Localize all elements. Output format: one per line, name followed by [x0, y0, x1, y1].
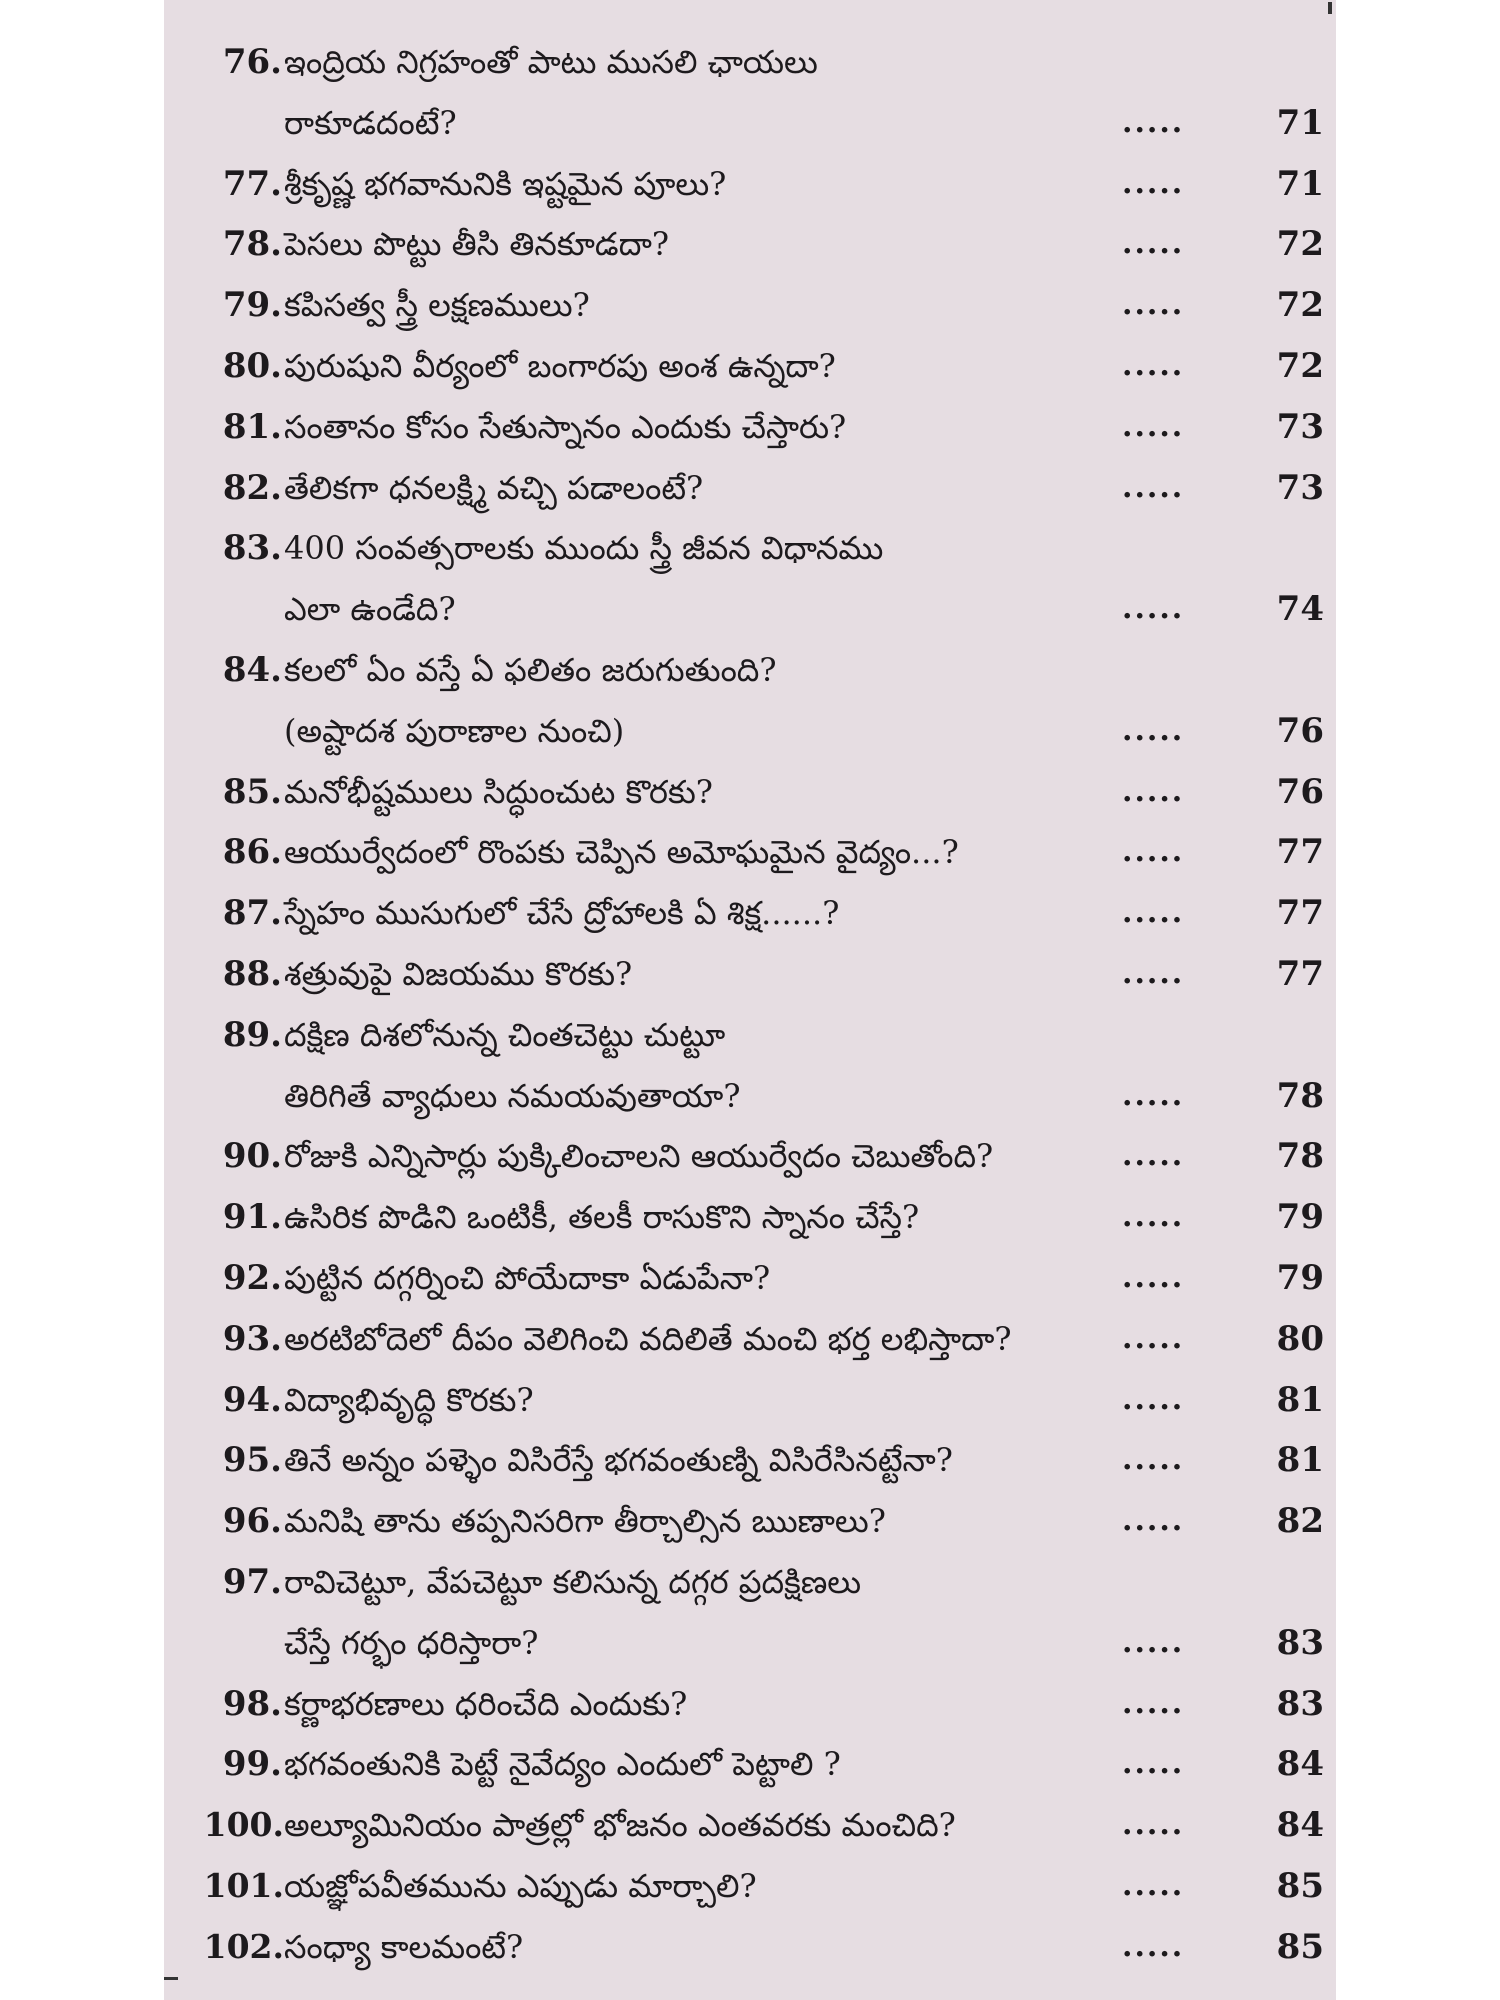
entry-title: మనిషి తాను తప్పనిసరిగా తీర్చాల్సిన ఋణాలు?: [284, 1502, 886, 1540]
entry-number: 92.: [222, 1258, 282, 1298]
entry-title: శ్రీకృష్ణ భగవానునికి ఇష్టమైన పూలు?: [284, 165, 727, 203]
leader-dots: .....: [1122, 1625, 1185, 1660]
entry-title: ఉసిరిక పొడిని ఒంటికీ, తలకీ రాసుకొని స్నానం చేస్తే?: [284, 1198, 920, 1236]
page-number: 78: [1276, 1136, 1324, 1176]
toc-entry: [164, 1430, 1336, 1490]
leader-dots: .....: [1122, 287, 1185, 322]
toc-entry: [164, 1005, 1336, 1065]
leader-dots: .....: [1122, 1078, 1185, 1113]
leader-dots: .....: [1122, 591, 1185, 626]
toc-entry: [164, 1126, 1336, 1186]
entry-number: 76.: [222, 42, 282, 82]
toc-entry: [164, 1187, 1336, 1247]
entry-title: యజ్ఞోపవీతమును ఎప్పుడు మార్చాలి?: [284, 1867, 757, 1905]
entry-number: 99.: [222, 1744, 282, 1784]
page-number: 85: [1276, 1866, 1324, 1906]
leader-dots: .....: [1122, 1321, 1185, 1356]
toc-entry: [164, 1309, 1336, 1369]
entry-title: తినే అన్నం పళ్ళెం విసిరేస్తే భగవంతుణ్ని విసిరేసినట్టేనా?: [284, 1441, 953, 1479]
page-number: 83: [1276, 1623, 1324, 1663]
entry-number: 98.: [222, 1684, 282, 1724]
leader-dots: .....: [1122, 348, 1185, 383]
entry-title: ఇంద్రియ నిగ్రహంతో పాటు ముసలి ఛాయలు: [284, 43, 818, 81]
toc-entry-continuation: [164, 701, 1336, 761]
toc-entry-continuation: [164, 1066, 1336, 1126]
toc-entry: [164, 275, 1336, 335]
book-page: [164, 0, 1336, 2000]
entry-title: ఆయుర్వేదంలో రొంపకు చెప్పిన అమోఘమైన వైద్యం...?: [284, 833, 959, 871]
page-number: 77: [1276, 954, 1324, 994]
toc-entry: [164, 32, 1336, 92]
toc-entry: [164, 458, 1336, 518]
entry-title: పెసలు పొట్టు తీసి తినకూడదా?: [284, 225, 670, 263]
entry-title-continued: చేస్తే గర్భం ధరిస్తారా?: [284, 1624, 539, 1662]
leader-dots: .....: [1122, 1442, 1185, 1477]
entry-title: తేలికగా ధనలక్ష్మి వచ్చి పడాలంటే?: [284, 469, 704, 507]
entry-title: కర్ణాభరణాలు ధరించేది ఎందుకు?: [284, 1685, 688, 1723]
page-number: 72: [1276, 285, 1324, 325]
toc-entry-continuation: [164, 1613, 1336, 1673]
entry-title: పుట్టిన దగ్గర్నించి పోయేదాకా ఏడుపేనా?: [284, 1259, 771, 1297]
entry-number: 87.: [222, 893, 282, 933]
toc-entry: [164, 822, 1336, 882]
toc-entry: [164, 336, 1336, 396]
entry-title: సంతానం కోసం సేతుస్నానం ఎందుకు చేస్తారు?: [284, 408, 847, 446]
toc-entry-continuation: [164, 93, 1336, 153]
entry-number: 94.: [222, 1380, 282, 1420]
entry-title: 400 సంవత్సరాలకు ముందు స్త్రీ జీవన విధానము: [284, 529, 884, 567]
entry-title: అల్యూమినియం పాత్రల్లో భోజనం ఎంతవరకు మంచిది?: [284, 1806, 956, 1844]
entry-number: 81.: [222, 407, 282, 447]
entry-number: 90.: [222, 1136, 282, 1176]
entry-number: 96.: [222, 1501, 282, 1541]
leader-dots: .....: [1122, 470, 1185, 505]
leader-dots: .....: [1122, 226, 1185, 261]
entry-title: మనోభీష్టములు సిద్ధుంచుట కొరకు?: [284, 773, 713, 811]
page-number: 85: [1276, 1927, 1324, 1967]
toc-entry: [164, 1248, 1336, 1308]
entry-title: భగవంతునికి పెట్టే నైవేద్యం ఎందులో పెట్టాలి ?: [284, 1745, 841, 1783]
leader-dots: .....: [1122, 1138, 1185, 1173]
entry-number: 88.: [222, 954, 282, 994]
entry-title-continued: ఎలా ఉండేది?: [284, 590, 456, 628]
entry-title: రావిచెట్టూ, వేపచెట్టూ కలిసున్న దగ్గర ప్రదక్షిణలు: [284, 1563, 862, 1601]
page-number: 84: [1276, 1805, 1324, 1845]
leader-dots: .....: [1122, 409, 1185, 444]
toc-entry: [164, 397, 1336, 457]
entry-number: 102.: [203, 1927, 284, 1966]
leader-dots: .....: [1122, 1199, 1185, 1234]
leader-dots: .....: [1122, 956, 1185, 991]
leader-dots: .....: [1122, 105, 1185, 140]
entry-number: 95.: [222, 1440, 282, 1480]
entry-number: 78.: [222, 224, 282, 264]
toc-entry: [164, 883, 1336, 943]
leader-dots: .....: [1122, 1807, 1185, 1842]
entry-number: 100.: [203, 1805, 284, 1844]
leader-dots: .....: [1122, 774, 1185, 809]
entry-number: 79.: [222, 285, 282, 325]
page-number: 81: [1276, 1380, 1324, 1420]
entry-number: 86.: [222, 832, 282, 872]
entry-number: 97.: [222, 1562, 282, 1602]
leader-dots: .....: [1122, 1260, 1185, 1295]
page-number: 84: [1276, 1744, 1324, 1784]
entry-title: విద్యాభివృద్ధి కొరకు?: [284, 1381, 534, 1419]
page-number: 78: [1276, 1076, 1324, 1116]
leader-dots: .....: [1122, 895, 1185, 930]
toc-entry: [164, 762, 1336, 822]
toc-entry: [164, 1734, 1336, 1794]
entry-title: దక్షిణ దిశలోనున్న చింతచెట్టు చుట్టూ: [284, 1016, 726, 1054]
leader-dots: .....: [1122, 1686, 1185, 1721]
toc-entry: [164, 1370, 1336, 1430]
entry-number: 101.: [203, 1866, 284, 1905]
entry-title: కపిసత్వ స్త్రీ లక్షణములు?: [284, 286, 590, 324]
leader-dots: .....: [1122, 713, 1185, 748]
page-number: 77: [1276, 893, 1324, 933]
table-of-contents: [164, 0, 1336, 2000]
toc-entry: [164, 1491, 1336, 1551]
leader-dots: .....: [1122, 166, 1185, 201]
leader-dots: .....: [1122, 1929, 1185, 1964]
entry-number: 89.: [222, 1015, 282, 1055]
entry-title: సంధ్యా కాలమంటే?: [284, 1928, 524, 1966]
entry-number: 77.: [222, 164, 282, 204]
entry-number: 80.: [222, 346, 282, 386]
page-number: 73: [1276, 407, 1324, 447]
toc-entry: [164, 1674, 1336, 1734]
entry-title: స్నేహం ముసుగులో చేసే ద్రోహాలకి ఏ శిక్ష......?: [284, 894, 840, 932]
toc-entry: [164, 1856, 1336, 1916]
entry-title: శత్రువుపై విజయము కొరకు?: [284, 955, 633, 993]
toc-entry-continuation: [164, 579, 1336, 639]
page-number: 73: [1276, 468, 1324, 508]
page-number: 72: [1276, 224, 1324, 264]
leader-dots: .....: [1122, 1382, 1185, 1417]
entry-number: 93.: [222, 1319, 282, 1359]
entry-title: అరటిబోదెలో దీపం వెలిగించి వదిలితే మంచి భర్త లభిస్తాదా?: [284, 1320, 1012, 1358]
page-number: 81: [1276, 1440, 1324, 1480]
page-number: 71: [1276, 103, 1324, 143]
entry-title-continued: (అష్టాదశ పురాణాల నుంచి): [284, 712, 625, 750]
page-number: 74: [1276, 589, 1324, 629]
entry-title: పురుషుని వీర్యంలో బంగారపు అంశ ఉన్నదా?: [284, 347, 836, 385]
toc-entry: [164, 1795, 1336, 1855]
toc-entry: [164, 640, 1336, 700]
leader-dots: .....: [1122, 834, 1185, 869]
entry-number: 85.: [222, 772, 282, 812]
toc-entry: [164, 154, 1336, 214]
page-number: 83: [1276, 1684, 1324, 1724]
page-number: 72: [1276, 346, 1324, 386]
page-number: 79: [1276, 1258, 1324, 1298]
toc-entry: [164, 1552, 1336, 1612]
entry-title-continued: తిరిగితే వ్యాధులు నమయవుతాయా?: [284, 1077, 741, 1115]
entry-title: రోజుకి ఎన్నిసార్లు పుక్కిలించాలని ఆయుర్వేదం చెబుతోంది?: [284, 1137, 994, 1175]
page-number: 82: [1276, 1501, 1324, 1541]
entry-title-continued: రాకూడదంటే?: [284, 104, 457, 142]
leader-dots: .....: [1122, 1868, 1185, 1903]
entry-title: కలలో ఏం వస్తే ఏ ఫలితం జరుగుతుంది?: [284, 651, 777, 689]
entry-number: 83.: [222, 528, 282, 568]
toc-entry: [164, 518, 1336, 578]
leader-dots: .....: [1122, 1503, 1185, 1538]
page-number: 80: [1276, 1319, 1324, 1359]
page-number: 76: [1276, 711, 1324, 751]
toc-entry: [164, 214, 1336, 274]
page-number: 71: [1276, 164, 1324, 204]
toc-entry: [164, 1917, 1336, 1977]
page-number: 77: [1276, 832, 1324, 872]
entry-number: 82.: [222, 468, 282, 508]
entry-number: 84.: [222, 650, 282, 690]
page-number: 79: [1276, 1197, 1324, 1237]
entry-number: 91.: [222, 1197, 282, 1237]
page-number: 76: [1276, 772, 1324, 812]
toc-entry: [164, 944, 1336, 1004]
leader-dots: .....: [1122, 1746, 1185, 1781]
